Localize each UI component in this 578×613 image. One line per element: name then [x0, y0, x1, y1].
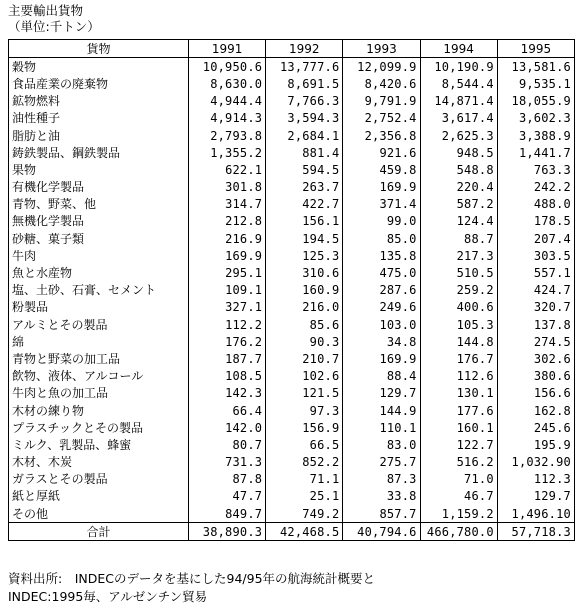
cargo-value: 169.9	[343, 350, 420, 367]
cargo-value: 85.0	[343, 230, 420, 247]
cargo-name: 鉱物燃料	[9, 93, 189, 110]
cargo-value: 90.3	[266, 333, 343, 350]
header-row	[9, 40, 575, 58]
cargo-value: 7,766.3	[266, 93, 343, 110]
cargo-value: 3,602.3	[497, 110, 574, 127]
cargo-value: 108.5	[189, 368, 266, 385]
cargo-value: 1,159.2	[420, 505, 497, 523]
cargo-value: 10,190.9	[420, 58, 497, 76]
cargo-value: 1,496.10	[497, 505, 574, 523]
cargo-value: 548.8	[420, 161, 497, 178]
cargo-value: 178.5	[497, 213, 574, 230]
cargo-value: 4,914.3	[189, 110, 266, 127]
cargo-value: 169.9	[343, 179, 420, 196]
cargo-value: 8,630.0	[189, 75, 266, 92]
cargo-value: 112.3	[497, 471, 574, 488]
cargo-value: 156.1	[266, 213, 343, 230]
table-row	[9, 350, 575, 367]
cargo-value: 156.9	[266, 419, 343, 436]
cargo-name: 牛肉	[9, 247, 189, 264]
cargo-value: 314.7	[189, 196, 266, 213]
table-row	[9, 196, 575, 213]
cargo-name: 有機化学製品	[9, 179, 189, 196]
cargo-value: 162.8	[497, 402, 574, 419]
cargo-value: 216.0	[266, 299, 343, 316]
cargo-value: 212.8	[189, 213, 266, 230]
cargo-value: 109.1	[189, 282, 266, 299]
cargo-value: 327.1	[189, 299, 266, 316]
cargo-value: 274.5	[497, 333, 574, 350]
table-row	[9, 471, 575, 488]
cargo-value: 310.6	[266, 264, 343, 281]
cargo-value: 849.7	[189, 505, 266, 523]
cargo-value: 160.1	[420, 419, 497, 436]
header-year: 1995	[497, 40, 574, 58]
cargo-value: 2,752.4	[343, 110, 420, 127]
cargo-name: 紙と厚紙	[9, 488, 189, 505]
cargo-value: 4,944.4	[189, 93, 266, 110]
source-line: INDEC:1995毎、アルゼンチン貿易	[8, 589, 208, 604]
cargo-value: 424.7	[497, 282, 574, 299]
table-row	[9, 127, 575, 144]
table-row	[9, 385, 575, 402]
cargo-value: 216.9	[189, 230, 266, 247]
cargo-value: 87.8	[189, 471, 266, 488]
cargo-value: 749.2	[266, 505, 343, 523]
cargo-value: 207.4	[497, 230, 574, 247]
cargo-name: その他	[9, 505, 189, 523]
cargo-name: プラスチックとその製品	[9, 419, 189, 436]
header-year: 1993	[343, 40, 420, 58]
table-row	[9, 161, 575, 178]
cargo-value: 112.6	[420, 368, 497, 385]
cargo-name: 粉製品	[9, 299, 189, 316]
total-value: 466,780.0	[420, 523, 497, 541]
cargo-name: 脂肪と油	[9, 127, 189, 144]
cargo-value: 112.2	[189, 316, 266, 333]
cargo-value: 34.8	[343, 333, 420, 350]
table-row	[9, 179, 575, 196]
cargo-value: 13,777.6	[266, 58, 343, 76]
table-row	[9, 419, 575, 436]
cargo-value: 587.2	[420, 196, 497, 213]
cargo-value: 66.5	[266, 436, 343, 453]
cargo-name: 木材、木炭	[9, 454, 189, 471]
header-year: 1992	[266, 40, 343, 58]
cargo-name: 穀物	[9, 58, 189, 76]
table-row	[9, 368, 575, 385]
cargo-value: 105.3	[420, 316, 497, 333]
table-row	[9, 505, 575, 523]
cargo-value: 259.2	[420, 282, 497, 299]
export-cargo-table	[8, 39, 575, 541]
cargo-value: 14,871.4	[420, 93, 497, 110]
header-year: 1994	[420, 40, 497, 58]
cargo-value: 102.6	[266, 368, 343, 385]
cargo-value: 176.7	[420, 350, 497, 367]
cargo-value: 3,388.9	[497, 127, 574, 144]
cargo-value: 177.6	[420, 402, 497, 419]
cargo-value: 9,535.1	[497, 75, 574, 92]
cargo-value: 488.0	[497, 196, 574, 213]
cargo-value: 8,420.6	[343, 75, 420, 92]
table-row	[9, 316, 575, 333]
cargo-value: 87.3	[343, 471, 420, 488]
table-row	[9, 402, 575, 419]
cargo-value: 303.5	[497, 247, 574, 264]
cargo-name: 砂糖、菓子類	[9, 230, 189, 247]
table-row	[9, 264, 575, 281]
source-line: 資料出所: INDECのデータを基にした94/95年の航海統計概要と	[8, 571, 376, 586]
cargo-value: 25.1	[266, 488, 343, 505]
cargo-value: 194.5	[266, 230, 343, 247]
cargo-value: 948.5	[420, 144, 497, 161]
cargo-value: 857.7	[343, 505, 420, 523]
cargo-value: 3,617.4	[420, 110, 497, 127]
cargo-value: 47.7	[189, 488, 266, 505]
cargo-value: 852.2	[266, 454, 343, 471]
total-row	[9, 523, 575, 541]
cargo-value: 731.3	[189, 454, 266, 471]
table-row	[9, 213, 575, 230]
cargo-value: 71.1	[266, 471, 343, 488]
cargo-value: 142.0	[189, 419, 266, 436]
cargo-name: 青物、野菜、他	[9, 196, 189, 213]
cargo-value: 121.5	[266, 385, 343, 402]
table-row	[9, 299, 575, 316]
cargo-value: 249.6	[343, 299, 420, 316]
table-row	[9, 75, 575, 92]
cargo-value: 287.6	[343, 282, 420, 299]
cargo-name: 牛肉と魚の加工品	[9, 385, 189, 402]
cargo-value: 46.7	[420, 488, 497, 505]
table-row	[9, 110, 575, 127]
cargo-value: 13,581.6	[497, 58, 574, 76]
cargo-value: 160.9	[266, 282, 343, 299]
cargo-name: 魚と水産物	[9, 264, 189, 281]
cargo-value: 18,055.9	[497, 93, 574, 110]
total-value: 42,468.5	[266, 523, 343, 541]
cargo-value: 71.0	[420, 471, 497, 488]
cargo-value: 176.2	[189, 333, 266, 350]
unit-caption: （単位:千トン）	[8, 19, 100, 34]
cargo-name: ミルク、乳製品、蜂蜜	[9, 436, 189, 453]
cargo-value: 380.6	[497, 368, 574, 385]
cargo-name: 飲物、液体、アルコール	[9, 368, 189, 385]
cargo-name: 鋳鉄製品、鋼鉄製品	[9, 144, 189, 161]
cargo-value: 2,684.1	[266, 127, 343, 144]
cargo-value: 12,099.9	[343, 58, 420, 76]
cargo-value: 295.1	[189, 264, 266, 281]
table-row	[9, 488, 575, 505]
cargo-value: 594.5	[266, 161, 343, 178]
cargo-value: 510.5	[420, 264, 497, 281]
table-row	[9, 93, 575, 110]
cargo-value: 144.9	[343, 402, 420, 419]
cargo-value: 921.6	[343, 144, 420, 161]
cargo-value: 263.7	[266, 179, 343, 196]
total-value: 40,794.6	[343, 523, 420, 541]
cargo-value: 881.4	[266, 144, 343, 161]
total-label: 合計	[9, 523, 189, 541]
cargo-value: 110.1	[343, 419, 420, 436]
source-note	[8, 570, 375, 606]
cargo-value: 142.3	[189, 385, 266, 402]
cargo-value: 275.7	[343, 454, 420, 471]
cargo-value: 1,441.7	[497, 144, 574, 161]
cargo-value: 103.0	[343, 316, 420, 333]
cargo-value: 99.0	[343, 213, 420, 230]
cargo-value: 2,625.3	[420, 127, 497, 144]
cargo-value: 66.4	[189, 402, 266, 419]
table-row	[9, 144, 575, 161]
cargo-value: 33.8	[343, 488, 420, 505]
cargo-value: 422.7	[266, 196, 343, 213]
table-row	[9, 436, 575, 453]
table-row	[9, 58, 575, 76]
header-year: 1991	[189, 40, 266, 58]
cargo-value: 2,793.8	[189, 127, 266, 144]
cargo-value: 83.0	[343, 436, 420, 453]
cargo-value: 1,032.90	[497, 454, 574, 471]
cargo-value: 144.8	[420, 333, 497, 350]
table-row	[9, 247, 575, 264]
cargo-value: 80.7	[189, 436, 266, 453]
cargo-value: 217.3	[420, 247, 497, 264]
cargo-value: 137.8	[497, 316, 574, 333]
table-row	[9, 230, 575, 247]
table-row	[9, 282, 575, 299]
cargo-value: 3,594.3	[266, 110, 343, 127]
header-cargo: 貨物	[9, 40, 189, 58]
cargo-name: 綿	[9, 333, 189, 350]
cargo-value: 129.7	[343, 385, 420, 402]
cargo-name: 果物	[9, 161, 189, 178]
total-value: 57,718.3	[497, 523, 574, 541]
cargo-value: 210.7	[266, 350, 343, 367]
cargo-value: 400.6	[420, 299, 497, 316]
cargo-value: 125.3	[266, 247, 343, 264]
cargo-value: 1,355.2	[189, 144, 266, 161]
cargo-value: 156.6	[497, 385, 574, 402]
cargo-value: 301.8	[189, 179, 266, 196]
cargo-value: 516.2	[420, 454, 497, 471]
table-row	[9, 333, 575, 350]
cargo-value: 124.4	[420, 213, 497, 230]
cargo-value: 135.8	[343, 247, 420, 264]
cargo-value: 169.9	[189, 247, 266, 264]
cargo-value: 320.7	[497, 299, 574, 316]
total-value: 38,890.3	[189, 523, 266, 541]
cargo-value: 475.0	[343, 264, 420, 281]
cargo-value: 85.6	[266, 316, 343, 333]
cargo-value: 122.7	[420, 436, 497, 453]
cargo-name: 無機化学製品	[9, 213, 189, 230]
cargo-name: ガラスとその製品	[9, 471, 189, 488]
cargo-name: 塩、土砂、石膏、セメント	[9, 282, 189, 299]
cargo-value: 242.2	[497, 179, 574, 196]
cargo-value: 8,544.4	[420, 75, 497, 92]
cargo-value: 459.8	[343, 161, 420, 178]
cargo-value: 88.4	[343, 368, 420, 385]
table-row	[9, 454, 575, 471]
cargo-value: 622.1	[189, 161, 266, 178]
cargo-name: 青物と野菜の加工品	[9, 350, 189, 367]
cargo-value: 129.7	[497, 488, 574, 505]
cargo-value: 302.6	[497, 350, 574, 367]
cargo-value: 88.7	[420, 230, 497, 247]
cargo-name: 木材の練り物	[9, 402, 189, 419]
cargo-value: 2,356.8	[343, 127, 420, 144]
cargo-name: アルミとその製品	[9, 316, 189, 333]
cargo-value: 10,950.6	[189, 58, 266, 76]
cargo-value: 8,691.5	[266, 75, 343, 92]
cargo-value: 557.1	[497, 264, 574, 281]
cargo-value: 130.1	[420, 385, 497, 402]
page-title: 主要輸出貨物	[8, 3, 84, 18]
cargo-value: 195.9	[497, 436, 574, 453]
cargo-value: 220.4	[420, 179, 497, 196]
cargo-value: 9,791.9	[343, 93, 420, 110]
cargo-value: 763.3	[497, 161, 574, 178]
cargo-name: 油性種子	[9, 110, 189, 127]
cargo-value: 371.4	[343, 196, 420, 213]
cargo-value: 97.3	[266, 402, 343, 419]
cargo-name: 食品産業の廃棄物	[9, 75, 189, 92]
cargo-value: 245.6	[497, 419, 574, 436]
cargo-value: 187.7	[189, 350, 266, 367]
